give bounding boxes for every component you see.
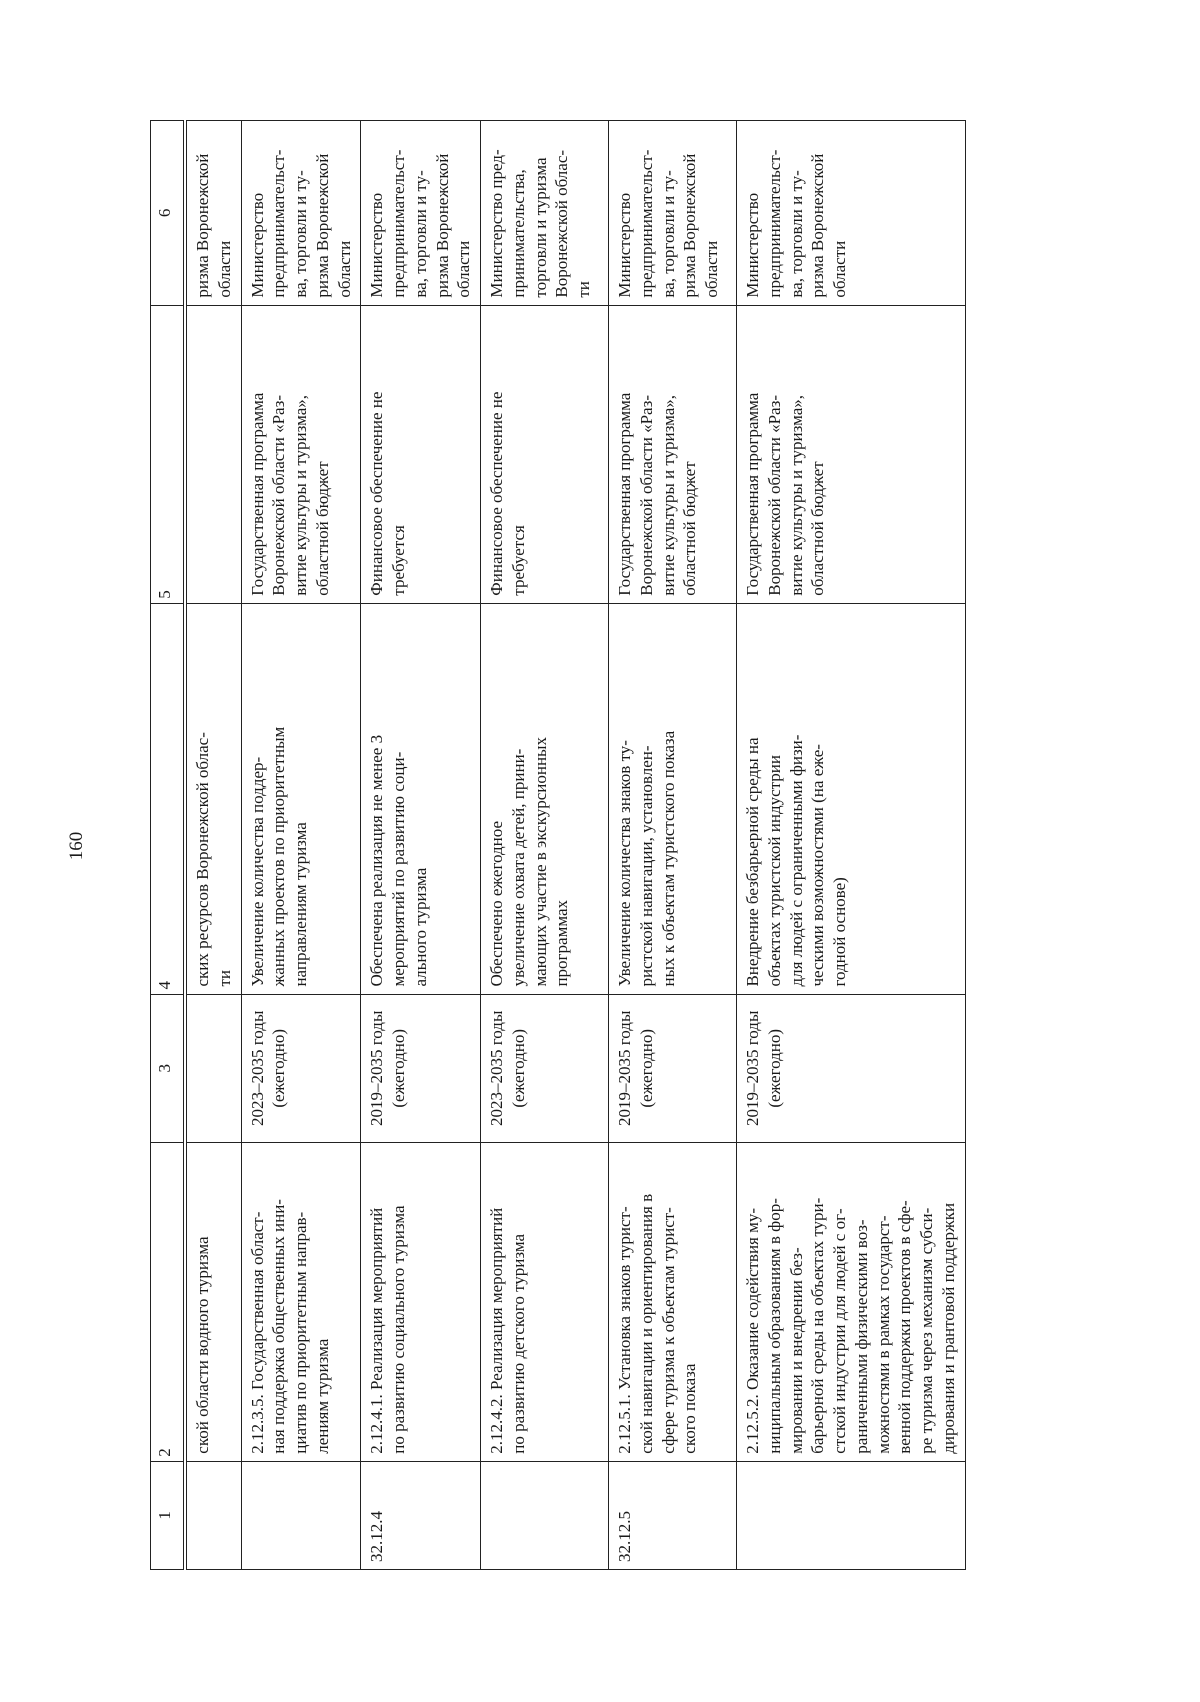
column-header-1: 1	[151, 1461, 186, 1569]
row-financing: Финансовое обеспечение не требуется	[481, 305, 609, 603]
row-result: Обеспечена реализация не менее 3 мероприятий по развитию соци- ального туризма	[361, 603, 481, 994]
column-number-row	[151, 121, 186, 1570]
row-responsible: Министерство предпринимательст- ва, торговли и ту- ризма Воронежской области	[241, 121, 361, 306]
row-result: Увеличение количества знаков ту- ристской навигации, установлен- ных к объектам туристского показа	[609, 603, 737, 994]
row-activity: 2.12.5.1. Установка знаков турист- ской навигации и ориентирования в сфере туризма к объектам турист- ского показа	[609, 1143, 737, 1462]
row-activity: 2.12.3.5. Государственная област- ная поддержка общественных ини- циатив по приоритетным направ- лениям туризма	[241, 1143, 361, 1462]
row-responsible: Министерство предпринимательст- ва, торговли и ту- ризма Воронежской области	[737, 121, 966, 306]
row-code: 32.12.4	[361, 1461, 481, 1569]
row-code	[737, 1461, 966, 1569]
row-result: Внедрение безбарьерной среды на объектах туристской индустрии для людей с ограниченными физи- ческими возможностями (на еже- годной основе)	[737, 603, 966, 994]
row-period: 2019–2035 годы (ежегодно)	[737, 994, 966, 1143]
row-activity: 2.12.4.1. Реализация мероприятий по развитию социального туризма	[361, 1143, 481, 1462]
column-header-5: 5	[151, 305, 186, 603]
plan-table	[150, 120, 966, 1570]
row-code: 32.12.5	[609, 1461, 737, 1569]
column-header-3: 3	[151, 994, 186, 1143]
table-row	[241, 121, 361, 1570]
row-financing: Государственная программа Воронежской области «Раз- витие культуры и туризма», областной бюджет	[609, 305, 737, 603]
rotated-table-container	[150, 120, 1030, 1570]
table-row	[737, 121, 966, 1570]
row-code	[481, 1461, 609, 1569]
row-code	[185, 1461, 241, 1569]
row-activity: 2.12.4.2. Реализация мероприятий по развитию детского туризма	[481, 1143, 609, 1462]
row-period: 2019–2035 годы (ежегодно)	[609, 994, 737, 1143]
page-number: 160	[66, 831, 87, 861]
column-header-6: 6	[151, 121, 186, 306]
row-period: 2019–2035 годы (ежегодно)	[361, 994, 481, 1143]
row-financing: Финансовое обеспечение не требуется	[361, 305, 481, 603]
row-responsible: Министерство предпринимательст- ва, торговли и ту- ризма Воронежской области	[361, 121, 481, 306]
row-responsible: Министерство пред- принимательства, торговли и туризма Воронежской облас- ти	[481, 121, 609, 306]
row-activity: 2.12.5.2. Оказание содействия му- ниципальным образованиям в фор- мировании и внедрении без- барьерной среды на объектах тури- стской индустрии для людей с ог- раниченными физическими воз- можностями в рамках государст- венной поддержки проектов в сфе- ре туризма через механизм субси- дирования и грантовой поддержки	[737, 1143, 966, 1462]
row-result: Обеспечено ежегодное увеличение охвата детей, прини- мающих участие в экскурсионных программах	[481, 603, 609, 994]
row-result: Увеличение количества поддер- жанных проектов по приоритетным направлениям туризма	[241, 603, 361, 994]
row-activity: ской области водного туризма	[185, 1143, 241, 1462]
table-row	[481, 121, 609, 1570]
row-financing: Государственная программа Воронежской области «Раз- витие культуры и туризма», областной бюджет	[737, 305, 966, 603]
row-result: ских ресурсов Воронежской облас- ти	[185, 603, 241, 994]
column-header-4: 4	[151, 603, 186, 994]
table-row	[185, 121, 241, 1570]
column-header-2: 2	[151, 1143, 186, 1462]
row-period: 2023–2035 годы (ежегодно)	[481, 994, 609, 1143]
row-responsible: ризма Воронежской области	[185, 121, 241, 306]
row-financing	[185, 305, 241, 603]
row-period	[185, 994, 241, 1143]
row-code	[241, 1461, 361, 1569]
row-financing: Государственная программа Воронежской области «Раз- витие культуры и туризма», областной бюджет	[241, 305, 361, 603]
row-responsible: Министерство предпринимательст- ва, торговли и ту- ризма Воронежской области	[609, 121, 737, 306]
row-period: 2023–2035 годы (ежегодно)	[241, 994, 361, 1143]
table-row	[361, 121, 481, 1570]
table-row	[609, 121, 737, 1570]
